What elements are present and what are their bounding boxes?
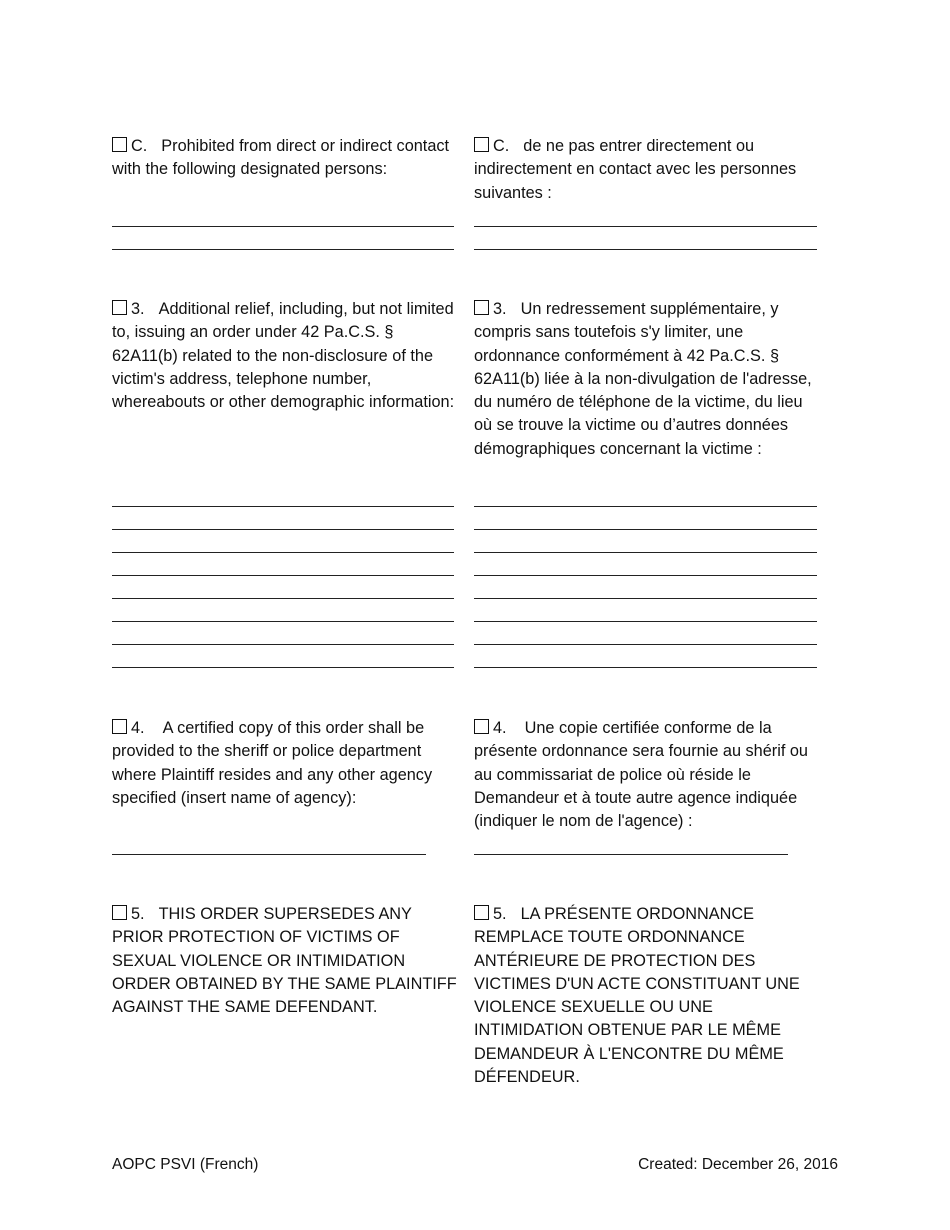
blank-line[interactable] — [112, 644, 454, 645]
agency-name-line-en[interactable] — [112, 854, 426, 855]
blank-line[interactable] — [474, 506, 817, 507]
blank-line[interactable] — [474, 621, 817, 622]
section-3-french — [474, 298, 819, 461]
section-3-number-fr: 3. — [493, 300, 507, 318]
section-c-checkbox-en[interactable] — [112, 137, 127, 152]
blank-line[interactable] — [112, 598, 454, 599]
blank-line[interactable] — [474, 552, 817, 553]
section-4-checkbox-en[interactable] — [112, 719, 127, 734]
section-3-checkbox-fr[interactable] — [474, 300, 489, 315]
blank-line[interactable] — [112, 529, 454, 530]
section-c-number-en: C. — [131, 137, 148, 155]
section-5-checkbox-en[interactable] — [112, 905, 127, 920]
blank-line[interactable] — [112, 506, 454, 507]
blank-line[interactable] — [112, 575, 454, 576]
blank-line[interactable] — [474, 575, 817, 576]
blank-line[interactable] — [112, 667, 454, 668]
blank-line[interactable] — [112, 249, 454, 250]
section-4-text-fr: Une copie certifiée conforme de la présente ordonnance sera fournie au shérif ou au commissariat de police où réside le Demandeur et à toute autre agence indiquée (indiquer le nom de l'agence) : — [474, 719, 808, 831]
section-3-checkbox-en[interactable] — [112, 300, 127, 315]
section-c-checkbox-fr[interactable] — [474, 137, 489, 152]
section-4-number-fr: 4. — [493, 719, 507, 737]
section-c-text-fr: de ne pas entrer directement ou indirectement en contact avec les personnes suivantes : — [474, 137, 797, 202]
section-5-text-en: THIS ORDER SUPERSEDES ANY PRIOR PROTECTION OF VICTIMS OF SEXUAL VIOLENCE OR INTIMIDATION ORDER OBTAINED BY THE SAME PLAINTIFF AGAINST THE SAME DEFENDANT. — [112, 905, 457, 1017]
blank-line[interactable] — [474, 226, 817, 227]
section-c-english — [112, 135, 457, 182]
blank-line[interactable] — [474, 667, 817, 668]
section-3-text-en: Additional relief, including, but not limited to, issuing an order under 42 Pa.C.S. § 62A11(b) related to the non-disclosure of the victim's address, telephone number, whereabouts or other demographic information: — [112, 300, 455, 412]
agency-name-line-fr[interactable] — [474, 854, 788, 855]
blank-line[interactable] — [112, 552, 454, 553]
blank-line[interactable] — [474, 644, 817, 645]
section-4-french — [474, 717, 819, 833]
section-5-checkbox-fr[interactable] — [474, 905, 489, 920]
footer-form-id: AOPC PSVI (French) — [112, 1156, 259, 1173]
section-3-text-fr: Un redressement supplémentaire, y compris sans toutefois s'y limiter, une ordonnance conformément à 42 Pa.C.S. § 62A11(b) liée à la non-divulgation de l'adresse, du numéro de téléphone de la victime, du lieu où se trouve la victime ou d’autres données démographiques concernant la victime : — [474, 300, 812, 458]
section-3-english — [112, 298, 457, 414]
blank-line[interactable] — [474, 598, 817, 599]
section-5-text-fr: LA PRÉSENTE ORDONNANCE REMPLACE TOUTE ORDONNANCE ANTÉRIEURE DE PROTECTION DES VICTIMES D'UN ACTE CONSTITUANT UNE VIOLENCE SEXUELLE OU UNE INTIMIDATION OBTENUE PAR LE MÊME DEMANDEUR À L'ENCONTRE DU MÊME DÉFENDEUR. — [474, 905, 800, 1087]
blank-line[interactable] — [474, 529, 817, 530]
section-4-checkbox-fr[interactable] — [474, 719, 489, 734]
section-4-english — [112, 717, 457, 810]
section-5-english — [112, 903, 457, 1019]
section-c-number-fr: C. — [493, 137, 510, 155]
section-3-number-en: 3. — [131, 300, 145, 318]
section-4-number-en: 4. — [131, 719, 145, 737]
section-5-french — [474, 903, 819, 1089]
section-c-text-en: Prohibited from direct or indirect contact with the following designated persons: — [112, 137, 450, 179]
blank-line[interactable] — [112, 226, 454, 227]
section-4-text-en: A certified copy of this order shall be provided to the sheriff or police department where Plaintiff resides and any other agency specified (insert name of agency): — [112, 719, 433, 807]
footer-created-date: Created: December 26, 2016 — [638, 1156, 838, 1173]
section-5-number-en: 5. — [131, 905, 145, 923]
section-5-number-fr: 5. — [493, 905, 507, 923]
section-c-french — [474, 135, 819, 205]
blank-line[interactable] — [474, 249, 817, 250]
blank-line[interactable] — [112, 621, 454, 622]
